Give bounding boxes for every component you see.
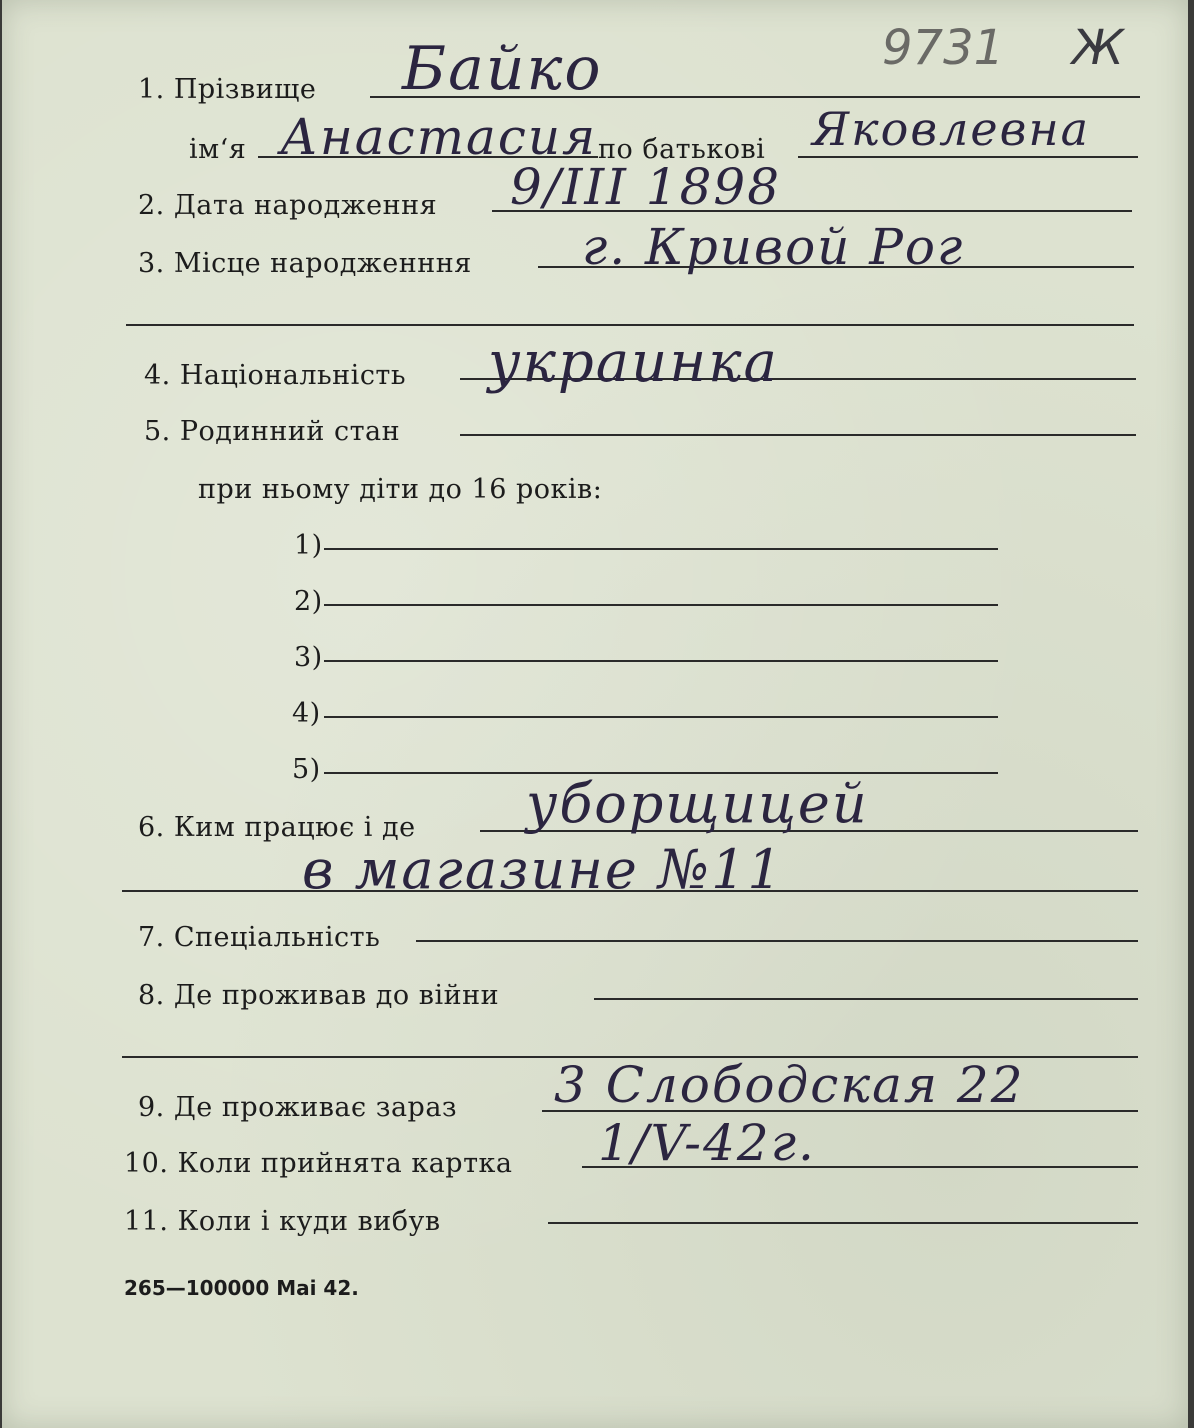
prewar-label: 8. Де проживав до війни bbox=[138, 980, 500, 1011]
child-2-line bbox=[324, 604, 998, 606]
name-value: Анастасия bbox=[280, 108, 598, 166]
surname-label: 1. Прізвище bbox=[138, 74, 317, 105]
prewar-line bbox=[594, 998, 1138, 1000]
children-label: при ньому діти до 16 років: bbox=[198, 474, 603, 505]
accepted-label: 10. Коли прийнята картка bbox=[124, 1148, 513, 1179]
current-value: 3 Слободская 22 bbox=[554, 1056, 1025, 1114]
registration-card bbox=[2, 0, 1188, 1428]
work-value-2: в магазине №11 bbox=[302, 838, 784, 901]
child-4-line bbox=[324, 716, 998, 718]
birthdate-label: 2. Дата народження bbox=[138, 190, 438, 221]
nationality-label: 4. Національність bbox=[144, 360, 407, 391]
archive-mark: Ж bbox=[1072, 20, 1124, 76]
child-1-label: 1) bbox=[294, 530, 323, 561]
birthdate-value: 9/III 1898 bbox=[510, 158, 782, 216]
work-extra-line bbox=[122, 890, 1138, 892]
print-mark: 265—100000 Mai 42. bbox=[124, 1276, 359, 1300]
birthplace-label: 3. Місце народженння bbox=[138, 248, 472, 279]
archive-number: 9731 bbox=[882, 20, 1005, 76]
name-label: ім‘я bbox=[189, 134, 247, 165]
departed-line bbox=[548, 1222, 1138, 1224]
work-label: 6. Ким працює і де bbox=[138, 812, 416, 843]
child-3-line bbox=[324, 660, 998, 662]
marital-line bbox=[460, 434, 1136, 436]
birthplace-extra-line bbox=[126, 324, 1134, 326]
surname-value: Байко bbox=[402, 34, 603, 104]
patronymic-line bbox=[798, 156, 1138, 158]
specialty-line bbox=[416, 940, 1138, 942]
child-4-label: 4) bbox=[292, 698, 321, 729]
accepted-value: 1/V-42г. bbox=[598, 1114, 816, 1172]
departed-label: 11. Коли і куди вибув bbox=[124, 1206, 441, 1237]
child-3-label: 3) bbox=[294, 642, 323, 673]
child-2-label: 2) bbox=[294, 586, 323, 617]
patronymic-label: по батькові bbox=[598, 134, 766, 165]
child-5-label: 5) bbox=[292, 754, 321, 785]
marital-label: 5. Родинний стан bbox=[144, 416, 401, 447]
work-value-1: уборщицей bbox=[526, 772, 869, 835]
current-label: 9. Де проживає зараз bbox=[138, 1092, 458, 1123]
nationality-value: украинка bbox=[488, 330, 779, 395]
patronymic-value: Яковлевна bbox=[812, 102, 1091, 156]
birthplace-value: г. Кривой Рог bbox=[582, 218, 965, 276]
child-1-line bbox=[324, 548, 998, 550]
specialty-label: 7. Спеціальність bbox=[138, 922, 381, 953]
